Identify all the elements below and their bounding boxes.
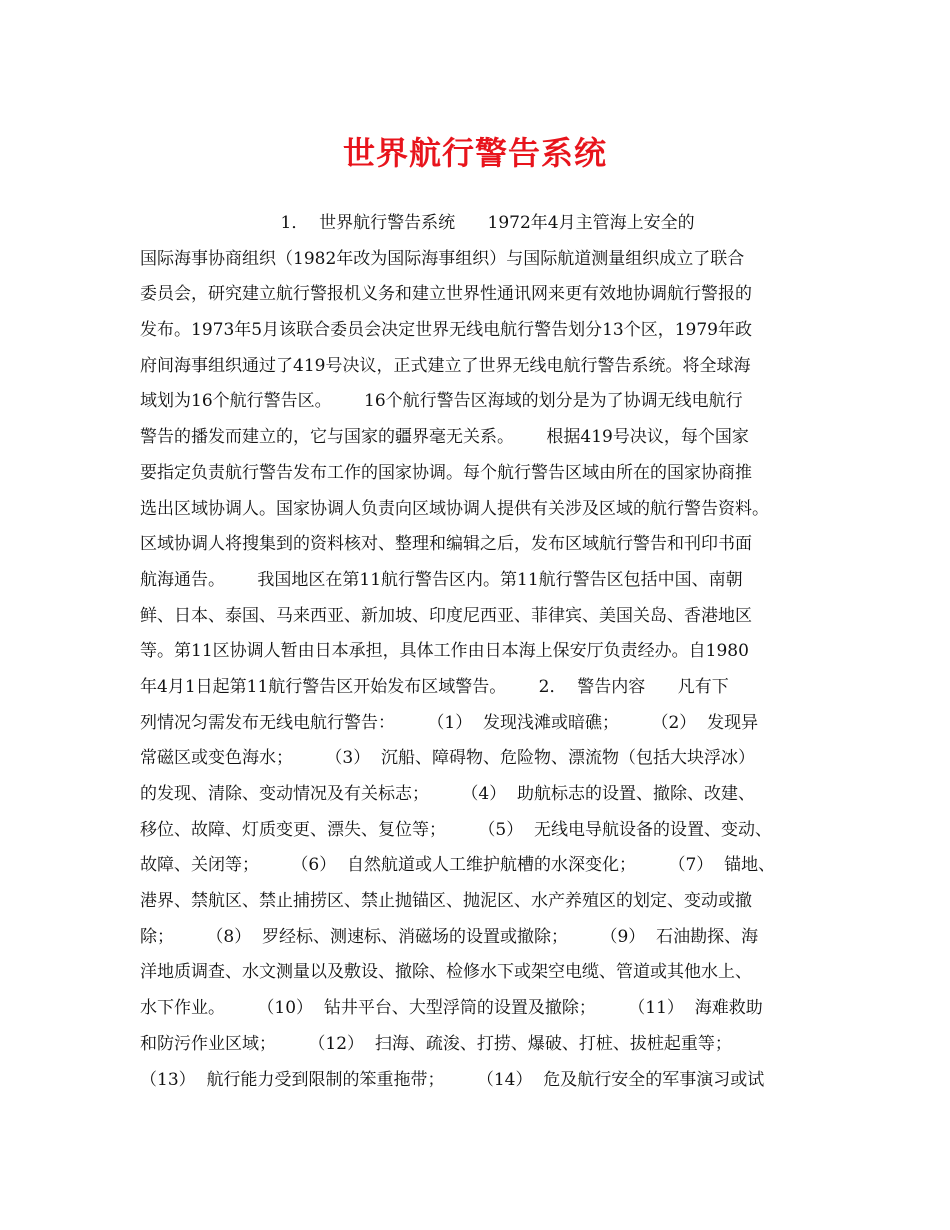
- body-line: 要指定负责航行警告发布工作的国家协调。每个航行警告区域由所在的国家协商推: [140, 462, 752, 483]
- body-line: 的发现、清除、变动情况及有关标志； （4） 助航标志的设置、撤除、改建、: [140, 784, 756, 804]
- body-line: 和防污作业区域； （12） 扫海、疏浚、打捞、爆破、打桩、拔桩起重等；: [140, 1033, 732, 1054]
- body-line: 1． 世界航行警告系统 1972年4月主管海上安全的: [140, 213, 695, 233]
- document-title: 世界航行警告系统: [342, 134, 607, 172]
- body-line: 航海通告。 我国地区在第11航行警告区内。第11航行警告区包括中国、南朝: [140, 569, 743, 590]
- body-line: 年4月1日起第11航行警告区开始发布区域警告。 2． 警告内容 凡有下: [140, 676, 729, 697]
- body-line: 发布。1973年5月该联合委员会决定世界无线电航行警告划分13个区，1979年政: [140, 320, 752, 341]
- body-line: 港界、禁航区、禁止捕捞区、禁止抛锚区、抛泥区、水产养殖区的划定、变动或撤: [140, 891, 752, 912]
- body-line: 常磁区或变色海水； （3） 沉船、障碍物、危险物、漂流物（包括大块浮冰）: [140, 748, 756, 769]
- body-line: 洋地质调查、水文测量以及敷设、撤除、检修水下或架空电缆、管道或其他水上、: [140, 962, 752, 983]
- body-line: 水下作业。 （10） 钻井平台、大型浮筒的设置及撤除； （11） 海难救助: [140, 998, 763, 1019]
- body-line: 故障、关闭等； （6） 自然航道或人工维护航槽的水深变化； （7） 锚地、: [140, 855, 776, 876]
- body-line: 警告的播发而建立的，它与国家的疆界毫无关系。 根据419号决议，每个国家: [140, 427, 749, 448]
- body-line: 除； （8） 罗经标、测速标、消磁场的设置或撤除； （9） 石油勘探、海: [140, 926, 759, 947]
- body-line: 移位、故障、灯质变更、漂失、复位等； （5） 无线电导航设备的设置、变动、: [140, 819, 773, 840]
- body-line: 国际海事协商组织（1982年改为国际海事组织）与国际航道测量组织成立了联合: [140, 248, 745, 269]
- body-line: 委员会，研究建立航行警报机义务和建立世界性通讯网来更有效地协调航行警报的: [140, 284, 752, 305]
- document-body: [140, 206, 830, 1098]
- body-line: 府间海事组织通过了419号决议，正式建立了世界无线电航行警告系统。将全球海: [140, 355, 751, 376]
- body-line: 区域协调人将搜集到的资料核对、整理和编辑之后，发布区域航行警告和刊印书面: [140, 534, 752, 555]
- body-line: 列情况匀需发布无线电航行警告： （1） 发现浅滩或暗礁； （2） 发现异: [140, 712, 759, 733]
- body-line: 选出区域协调人。国家协调人负责向区域协调人提供有关涉及区域的航行警告资料。: [140, 498, 769, 519]
- body-line: （13） 航行能力受到限制的笨重拖带； （14） 危及航行安全的军事演习或试: [140, 1069, 765, 1090]
- body-line: 域划为16个航行警告区。 16个航行警告区海域的划分是为了协调无线电航行: [140, 391, 743, 412]
- body-line: 鲜、日本、泰国、马来西亚、新加坡、印度尼西亚、菲律宾、美国关岛、香港地区: [140, 605, 752, 626]
- body-line: 等。第11区协调人暂由日本承担，具体工作由日本海上保安厅负责经办。自1980: [140, 641, 749, 662]
